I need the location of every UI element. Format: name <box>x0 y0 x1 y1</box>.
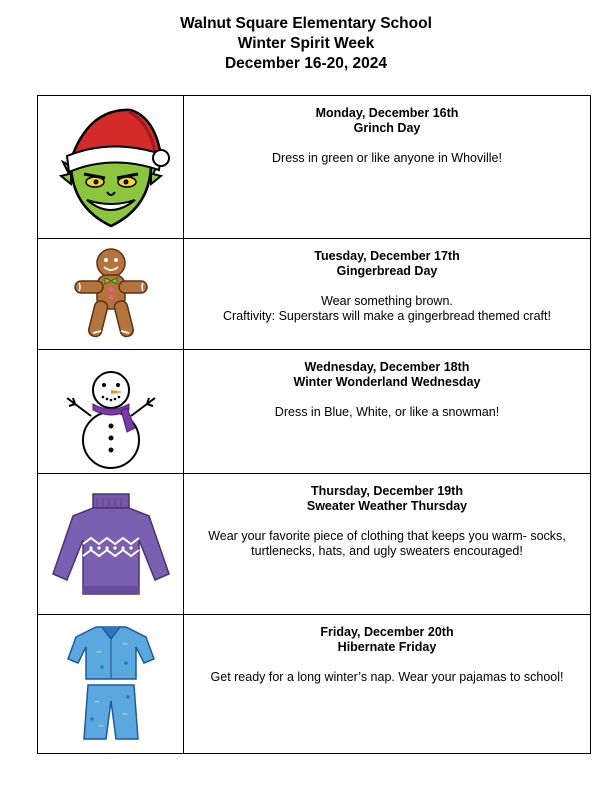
picture-cell <box>38 615 184 754</box>
day-description: Dress in Blue, White, or like a snowman! <box>274 405 500 419</box>
day-theme: Winter Wonderland Wednesday <box>293 375 481 389</box>
school-name: Walnut Square Elementary School <box>180 15 432 32</box>
grinch-icon <box>51 96 171 231</box>
day-date: Friday, December 20th <box>320 625 454 639</box>
picture-cell <box>38 474 184 615</box>
day-date: Wednesday, December 18th <box>304 360 470 374</box>
picture-cell <box>38 96 184 239</box>
day-description: Get ready for a long winter’s nap. Wear your pajamas to school! <box>210 670 564 684</box>
day-details <box>184 239 591 350</box>
pajamas-icon <box>66 623 156 745</box>
day-description: Wear something brown. <box>321 294 453 308</box>
schedule-row-tuesday <box>38 239 591 350</box>
gingerbread-man-icon <box>71 245 151 345</box>
day-details <box>184 474 591 615</box>
schedule-table <box>37 95 591 754</box>
day-date: Thursday, December 19th <box>311 484 463 498</box>
sweater-icon <box>49 490 173 600</box>
schedule-row-friday <box>38 615 591 754</box>
day-theme: Sweater Weather Thursday <box>306 499 468 513</box>
day-details <box>184 350 591 474</box>
page-header <box>0 14 612 74</box>
event-title: Winter Spirit Week <box>237 35 375 52</box>
schedule-row-monday <box>38 96 591 239</box>
day-theme: Grinch Day <box>353 121 421 135</box>
day-theme: Hibernate Friday <box>337 640 437 654</box>
day-details <box>184 96 591 239</box>
snowman-icon <box>61 354 161 472</box>
event-dates: December 16-20, 2024 <box>224 55 387 72</box>
day-description: Wear your favorite piece of clothing that keeps you warm- socks, turtlenecks, hats, and ugly sweaters encouraged! <box>208 529 566 558</box>
day-date: Tuesday, December 17th <box>314 249 460 263</box>
day-description: Dress in green or like anyone in Whoville! <box>272 151 502 165</box>
day-extra-note: Craftivity: Superstars will make a gingerbread themed craft! <box>223 309 551 323</box>
schedule-row-wednesday <box>38 350 591 474</box>
day-date: Monday, December 16th <box>315 106 459 120</box>
day-details <box>184 615 591 754</box>
schedule-row-thursday <box>38 474 591 615</box>
picture-cell <box>38 239 184 350</box>
day-theme: Gingerbread Day <box>336 264 438 278</box>
picture-cell <box>38 350 184 474</box>
